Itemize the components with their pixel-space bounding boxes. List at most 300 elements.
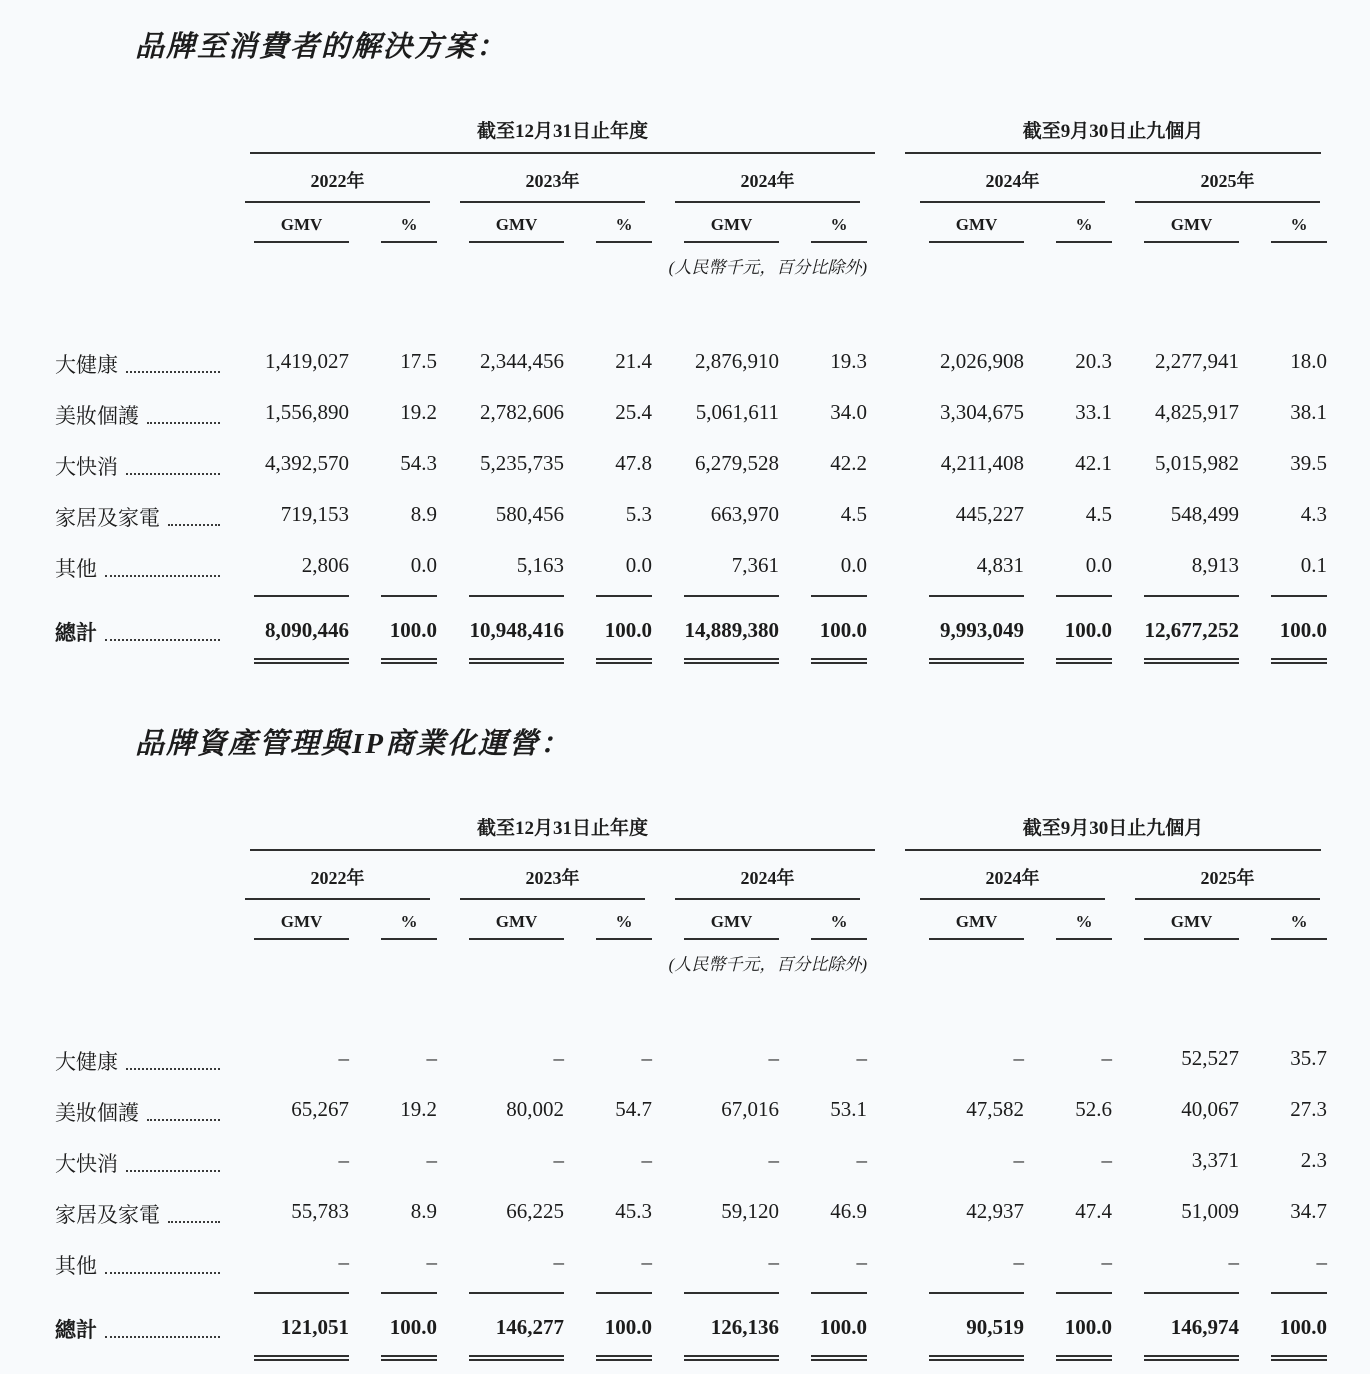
single-rule xyxy=(381,595,437,597)
double-rule xyxy=(381,1355,437,1361)
gmv-table xyxy=(55,813,1335,1368)
total-gmv-value: 126,136 xyxy=(710,1314,779,1339)
table-row xyxy=(55,438,1335,489)
gmv-header xyxy=(445,203,572,243)
rule-cell xyxy=(230,655,357,664)
pct-header xyxy=(1247,203,1335,243)
pct-value: 54.7 xyxy=(615,1097,652,1121)
gmv-value: 5,061,611 xyxy=(695,400,779,424)
single-rule xyxy=(811,1292,867,1294)
gmv-value: 4,825,917 xyxy=(1155,400,1239,424)
gmv-value: 5,235,735 xyxy=(480,451,564,475)
double-rule xyxy=(469,658,564,664)
single-rule xyxy=(811,595,867,597)
year-header xyxy=(445,851,660,900)
rule-cell xyxy=(357,591,445,597)
double-rule xyxy=(929,658,1024,664)
gmv-value: – xyxy=(553,1148,564,1172)
double-rule xyxy=(254,658,349,664)
unit-note-row xyxy=(55,243,1335,278)
pct-value: 47.8 xyxy=(615,451,652,475)
pct-header xyxy=(357,203,445,243)
gmv-value: 2,806 xyxy=(301,553,349,577)
year-label: 2023年 xyxy=(460,167,645,203)
rule-cell xyxy=(660,1288,787,1294)
gmv-value: 1,556,890 xyxy=(265,400,349,424)
dot-leader xyxy=(105,1272,220,1274)
gmv-value: – xyxy=(553,1250,564,1274)
total-pct-value: 100.0 xyxy=(1064,1314,1112,1339)
year-header xyxy=(1120,154,1335,203)
gmv-value: 51,009 xyxy=(1181,1199,1239,1223)
gmv-value: 4,392,570 xyxy=(265,451,349,475)
rule-cell xyxy=(572,1352,660,1361)
annual-period-label: 截至12月31日止年度 xyxy=(250,813,875,851)
gmv-value: – xyxy=(1013,1046,1024,1070)
gmv-value: 6,279,528 xyxy=(695,451,779,475)
row-label-cell xyxy=(55,1237,230,1288)
double-rule xyxy=(1144,658,1239,664)
double-rule xyxy=(811,1355,867,1361)
interim-period-group xyxy=(905,116,1321,154)
double-rule xyxy=(811,658,867,664)
pct-value: 8.9 xyxy=(410,1199,437,1223)
gmv-value: 580,456 xyxy=(495,502,564,526)
gmv-value: – xyxy=(768,1046,779,1070)
rule-cell xyxy=(905,1288,1032,1294)
total-row xyxy=(55,605,1335,655)
row-label-cell xyxy=(55,1033,230,1084)
double-rule xyxy=(381,658,437,664)
pct-value: 21.4 xyxy=(615,349,652,373)
rule-cell xyxy=(1247,655,1335,664)
double-rule xyxy=(1271,658,1327,664)
section-brand-asset-ip xyxy=(0,721,1370,1368)
rule-cell xyxy=(660,1352,787,1361)
year-label: 2022年 xyxy=(245,167,430,203)
year-header xyxy=(230,851,445,900)
dot-leader xyxy=(168,524,220,526)
pct-label: % xyxy=(1271,912,1327,940)
gmv-value: – xyxy=(1228,1250,1239,1274)
pct-label: % xyxy=(811,912,867,940)
year-label: 2024年 xyxy=(920,167,1105,203)
total-double-rule-row xyxy=(55,655,1335,671)
total-gmv-value: 8,090,446 xyxy=(265,617,349,642)
pct-value: 38.1 xyxy=(1290,400,1327,424)
pct-value: 0.0 xyxy=(840,553,867,577)
double-rule xyxy=(1056,1355,1112,1361)
annual-period-group xyxy=(250,813,875,851)
table-row xyxy=(55,387,1335,438)
gmv-label: GMV xyxy=(254,912,349,940)
pct-value: 0.1 xyxy=(1300,553,1327,577)
row-label-cell xyxy=(55,1084,230,1135)
subtotal-rule-row xyxy=(55,1288,1335,1302)
pct-value: – xyxy=(426,1250,437,1274)
rule-cell xyxy=(1120,1352,1247,1361)
single-rule xyxy=(381,1292,437,1294)
year-header xyxy=(905,851,1120,900)
rule-cell xyxy=(905,1352,1032,1361)
total-label-cell xyxy=(55,605,230,655)
pct-value: 4.5 xyxy=(1085,502,1112,526)
rule-cell xyxy=(1247,1288,1335,1294)
rule-cell xyxy=(1032,1352,1120,1361)
total-pct-value: 100.0 xyxy=(389,617,437,642)
gmv-header xyxy=(445,900,572,940)
table-row xyxy=(55,336,1335,387)
total-gmv-value: 146,277 xyxy=(495,1314,564,1339)
rule-cell xyxy=(787,591,875,597)
gmv-value: 65,267 xyxy=(291,1097,349,1121)
total-pct-value: 100.0 xyxy=(604,1314,652,1339)
gmv-value: 5,163 xyxy=(516,553,564,577)
gmv-value: 55,783 xyxy=(291,1199,349,1223)
pct-value: 53.1 xyxy=(830,1097,867,1121)
total-double-rule-row xyxy=(55,1352,1335,1368)
single-rule xyxy=(1056,595,1112,597)
pct-value: 46.9 xyxy=(830,1199,867,1223)
gmv-value: 47,582 xyxy=(966,1097,1024,1121)
pct-value: 35.7 xyxy=(1290,1046,1327,1070)
year-label: 2024年 xyxy=(675,864,860,900)
table-row xyxy=(55,1186,1335,1237)
pct-value: 19.3 xyxy=(830,349,867,373)
gmv-value: 548,499 xyxy=(1170,502,1239,526)
gmv-value: – xyxy=(553,1046,564,1070)
total-pct-value: 100.0 xyxy=(1279,1314,1327,1339)
gmv-value: – xyxy=(338,1148,349,1172)
gmv-value: 67,016 xyxy=(721,1097,779,1121)
gmv-header xyxy=(230,900,357,940)
double-rule xyxy=(684,1355,779,1361)
annual-period-group xyxy=(250,116,875,154)
gmv-value: 7,361 xyxy=(731,553,779,577)
measure-header-row xyxy=(55,203,1335,243)
total-label: 總計 xyxy=(55,1318,97,1342)
year-label: 2025年 xyxy=(1135,167,1320,203)
row-label: 家居及家電 xyxy=(55,1203,160,1227)
single-rule xyxy=(1056,1292,1112,1294)
rule-cell xyxy=(572,591,660,597)
pct-value: – xyxy=(1101,1046,1112,1070)
gmv-value: 40,067 xyxy=(1181,1097,1239,1121)
year-label: 2025年 xyxy=(1135,864,1320,900)
gmv-label: GMV xyxy=(929,215,1024,243)
interim-period-label: 截至9月30日止九個月 xyxy=(905,813,1321,851)
gmv-value: 4,211,408 xyxy=(940,451,1024,475)
year-header xyxy=(660,851,875,900)
double-rule xyxy=(596,658,652,664)
gmv-label: GMV xyxy=(469,912,564,940)
pct-value: 4.5 xyxy=(840,502,867,526)
row-label: 大快消 xyxy=(55,455,118,479)
pct-value: 0.0 xyxy=(1085,553,1112,577)
year-label: 2023年 xyxy=(460,864,645,900)
gmv-value: 2,277,941 xyxy=(1155,349,1239,373)
annual-period-label: 截至12月31日止年度 xyxy=(250,116,875,154)
pct-value: – xyxy=(856,1250,867,1274)
pct-value: 4.3 xyxy=(1300,502,1327,526)
pct-value: – xyxy=(641,1046,652,1070)
unit-note: (人民幣千元，百分比除外) xyxy=(668,955,867,974)
single-rule xyxy=(254,1292,349,1294)
total-gmv-value: 14,889,380 xyxy=(684,617,779,642)
dot-leader xyxy=(105,575,220,577)
pct-value: – xyxy=(856,1148,867,1172)
double-rule xyxy=(469,1355,564,1361)
year-header-row xyxy=(55,851,1335,900)
rule-cell xyxy=(357,655,445,664)
single-rule xyxy=(1271,595,1327,597)
rule-cell xyxy=(660,591,787,597)
rule-cell xyxy=(1032,655,1120,664)
gmv-label: GMV xyxy=(684,912,779,940)
pct-value: 17.5 xyxy=(400,349,437,373)
dot-leader xyxy=(168,1221,220,1223)
dot-leader xyxy=(105,1336,220,1338)
rule-cell xyxy=(230,1288,357,1294)
gmv-value: 5,015,982 xyxy=(1155,451,1239,475)
row-label-cell xyxy=(55,387,230,438)
gmv-header xyxy=(905,203,1032,243)
row-label-cell xyxy=(55,489,230,540)
gmv-value: 66,225 xyxy=(506,1199,564,1223)
year-header xyxy=(445,154,660,203)
total-row xyxy=(55,1302,1335,1352)
row-label: 大健康 xyxy=(55,1050,118,1074)
pct-value: 27.3 xyxy=(1290,1097,1327,1121)
subtotal-rule-row xyxy=(55,591,1335,605)
pct-value: 42.1 xyxy=(1075,451,1112,475)
gmv-label: GMV xyxy=(929,912,1024,940)
year-label: 2022年 xyxy=(245,864,430,900)
pct-value: 19.2 xyxy=(400,1097,437,1121)
total-gmv-value: 121,051 xyxy=(280,1314,349,1339)
single-rule xyxy=(596,1292,652,1294)
pct-header xyxy=(1247,900,1335,940)
total-gmv-value: 9,993,049 xyxy=(940,617,1024,642)
gmv-label: GMV xyxy=(1144,215,1239,243)
row-label-cell xyxy=(55,1186,230,1237)
gmv-header xyxy=(905,900,1032,940)
pct-header xyxy=(1032,900,1120,940)
row-label: 美妝個護 xyxy=(55,1101,139,1125)
rule-cell xyxy=(572,1288,660,1294)
dot-leader xyxy=(126,1170,220,1172)
gmv-value: 1,419,027 xyxy=(265,349,349,373)
table-row xyxy=(55,1033,1335,1084)
row-label: 大健康 xyxy=(55,353,118,377)
rule-cell xyxy=(445,591,572,597)
year-label: 2024年 xyxy=(675,167,860,203)
unit-note-row xyxy=(55,940,1335,975)
single-rule xyxy=(929,595,1024,597)
pct-value: 54.3 xyxy=(400,451,437,475)
pct-value: 33.1 xyxy=(1075,400,1112,424)
rule-cell xyxy=(905,655,1032,664)
pct-header xyxy=(572,203,660,243)
double-rule xyxy=(929,1355,1024,1361)
single-rule xyxy=(929,1292,1024,1294)
gmv-header xyxy=(660,900,787,940)
double-rule xyxy=(1271,1355,1327,1361)
dot-leader xyxy=(126,473,220,475)
year-header xyxy=(230,154,445,203)
total-pct-value: 100.0 xyxy=(1279,617,1327,642)
gmv-header xyxy=(230,203,357,243)
single-rule xyxy=(684,1292,779,1294)
table-row xyxy=(55,1135,1335,1186)
gmv-value: 663,970 xyxy=(710,502,779,526)
pct-value: 19.2 xyxy=(400,400,437,424)
pct-value: – xyxy=(426,1046,437,1070)
dot-leader xyxy=(147,1119,220,1121)
gmv-value: – xyxy=(1013,1148,1024,1172)
rule-cell xyxy=(230,1352,357,1361)
rule-cell xyxy=(1032,591,1120,597)
pct-header xyxy=(787,900,875,940)
table-row xyxy=(55,1084,1335,1135)
gmv-value: – xyxy=(338,1250,349,1274)
pct-value: 34.0 xyxy=(830,400,867,424)
pct-value: 5.3 xyxy=(625,502,652,526)
rule-cell xyxy=(1247,591,1335,597)
pct-header xyxy=(1032,203,1120,243)
year-header xyxy=(660,154,875,203)
total-label-cell xyxy=(55,1302,230,1352)
pct-label: % xyxy=(381,215,437,243)
row-label: 大快消 xyxy=(55,1152,118,1176)
single-rule xyxy=(596,595,652,597)
year-header xyxy=(905,154,1120,203)
section-title: 品牌至消費者的解決方案： xyxy=(135,31,508,63)
pct-value: 8.9 xyxy=(410,502,437,526)
row-label-cell xyxy=(55,1135,230,1186)
gmv-value: – xyxy=(768,1250,779,1274)
pct-value: 20.3 xyxy=(1075,349,1112,373)
section-brand-to-consumer xyxy=(0,24,1370,671)
gmv-header xyxy=(1120,900,1247,940)
rule-cell xyxy=(230,591,357,597)
gmv-header xyxy=(660,203,787,243)
period-header-row xyxy=(55,116,1335,154)
gmv-value: 59,120 xyxy=(721,1199,779,1223)
pct-value: – xyxy=(1101,1148,1112,1172)
gmv-value: 445,227 xyxy=(955,502,1024,526)
row-label: 美妝個護 xyxy=(55,404,139,428)
rule-cell xyxy=(1032,1288,1120,1294)
total-gmv-value: 146,974 xyxy=(1170,1314,1239,1339)
pct-header xyxy=(787,203,875,243)
pct-value: 47.4 xyxy=(1075,1199,1112,1223)
row-label: 其他 xyxy=(55,557,97,581)
gmv-value: 719,153 xyxy=(280,502,349,526)
year-header xyxy=(1120,851,1335,900)
rule-cell xyxy=(1120,655,1247,664)
total-pct-value: 100.0 xyxy=(1064,617,1112,642)
gmv-value: – xyxy=(768,1148,779,1172)
pct-header xyxy=(572,900,660,940)
rule-cell xyxy=(787,1352,875,1361)
rule-cell xyxy=(357,1288,445,1294)
gmv-value: 3,304,675 xyxy=(940,400,1024,424)
pct-label: % xyxy=(596,215,652,243)
single-rule xyxy=(469,595,564,597)
gmv-header xyxy=(1120,203,1247,243)
section-title: 品牌資產管理與IP商業化運營： xyxy=(135,728,572,760)
rule-cell xyxy=(1120,591,1247,597)
total-gmv-value: 12,677,252 xyxy=(1144,617,1239,642)
rule-cell xyxy=(660,655,787,664)
gmv-value: 42,937 xyxy=(966,1199,1024,1223)
pct-value: – xyxy=(641,1148,652,1172)
gmv-value: 2,026,908 xyxy=(940,349,1024,373)
pct-value: – xyxy=(1101,1250,1112,1274)
table-row xyxy=(55,540,1335,591)
rule-cell xyxy=(1120,1288,1247,1294)
dot-leader xyxy=(105,639,220,641)
row-label-cell xyxy=(55,438,230,489)
pct-label: % xyxy=(381,912,437,940)
single-rule xyxy=(1144,1292,1239,1294)
gmv-value: 2,876,910 xyxy=(695,349,779,373)
gmv-label: GMV xyxy=(684,215,779,243)
pct-value: 18.0 xyxy=(1290,349,1327,373)
pct-label: % xyxy=(1056,215,1112,243)
pct-header xyxy=(357,900,445,940)
interim-period-group xyxy=(905,813,1321,851)
rule-cell xyxy=(445,655,572,664)
year-header-row xyxy=(55,154,1335,203)
pct-value: 2.3 xyxy=(1300,1148,1327,1172)
rule-cell xyxy=(1247,1352,1335,1361)
total-pct-value: 100.0 xyxy=(604,617,652,642)
double-rule xyxy=(684,658,779,664)
rule-cell xyxy=(787,655,875,664)
row-label: 家居及家電 xyxy=(55,506,160,530)
pct-value: 39.5 xyxy=(1290,451,1327,475)
single-rule xyxy=(684,595,779,597)
gmv-label: GMV xyxy=(1144,912,1239,940)
gmv-value: – xyxy=(338,1046,349,1070)
dot-leader xyxy=(126,1068,220,1070)
gmv-value: 4,831 xyxy=(976,553,1024,577)
row-label: 其他 xyxy=(55,1254,97,1278)
pct-value: – xyxy=(1316,1250,1327,1274)
pct-value: 52.6 xyxy=(1075,1097,1112,1121)
total-gmv-value: 10,948,416 xyxy=(469,617,564,642)
total-pct-value: 100.0 xyxy=(819,1314,867,1339)
rule-cell xyxy=(445,1352,572,1361)
pct-label: % xyxy=(811,215,867,243)
row-label-cell xyxy=(55,336,230,387)
pct-value: – xyxy=(426,1148,437,1172)
gmv-label: GMV xyxy=(469,215,564,243)
dot-leader xyxy=(147,422,220,424)
dot-leader xyxy=(126,371,220,373)
total-pct-value: 100.0 xyxy=(389,1314,437,1339)
table-row xyxy=(55,489,1335,540)
pct-value: 25.4 xyxy=(615,400,652,424)
year-label: 2024年 xyxy=(920,864,1105,900)
gmv-value: 3,371 xyxy=(1191,1148,1239,1172)
gmv-value: 2,782,606 xyxy=(480,400,564,424)
pct-value: 42.2 xyxy=(830,451,867,475)
gmv-value: 80,002 xyxy=(506,1097,564,1121)
gmv-value: 52,527 xyxy=(1181,1046,1239,1070)
